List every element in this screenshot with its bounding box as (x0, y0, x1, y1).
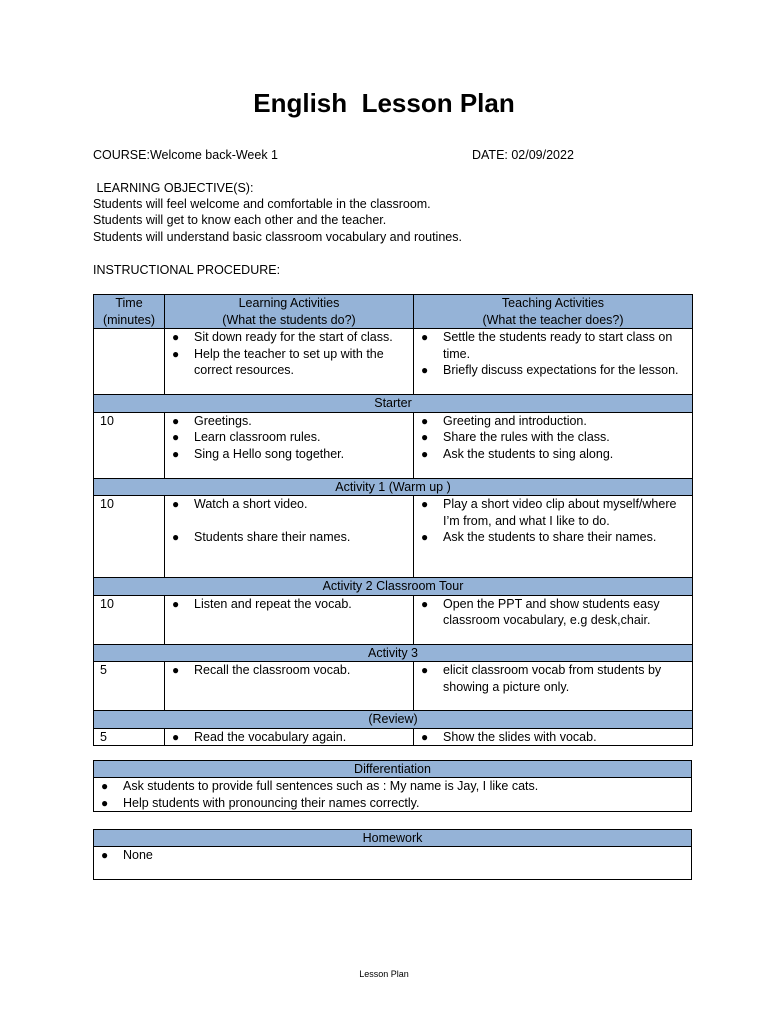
list-item: ● Help students with pronouncing their names correctly. (94, 795, 691, 812)
learning-cell (165, 662, 414, 711)
objective-line: Students will feel welcome and comfortable in the classroom. (93, 197, 431, 211)
time-cell: 5 (94, 662, 165, 711)
learning-header: Learning Activities (What the students do?) (165, 295, 414, 329)
teaching-cell (414, 496, 693, 578)
time-cell: 10 (94, 496, 165, 578)
section-title: Activity 3 (94, 644, 693, 662)
table-row (94, 595, 693, 644)
list-item: ● Open the PPT and show students easy classroom vocabulary, e.g desk,chair. (414, 596, 692, 629)
teaching-cell (414, 662, 693, 711)
learning-cell (165, 728, 414, 746)
homework-box (93, 829, 692, 880)
table-row (94, 728, 693, 746)
list-item: ● Help the teacher to set up with the correct resources. (165, 346, 413, 379)
list-item: ● elicit classroom vocab from students by showing a picture only. (414, 662, 692, 695)
section-header-row (94, 711, 693, 729)
objective-line: Students will understand basic classroom vocabulary and routines. (93, 230, 462, 244)
time-cell: 5 (94, 728, 165, 746)
list-item: ● Ask the students to sing along. (414, 446, 692, 463)
section-header-row (94, 478, 693, 496)
objectives-heading: LEARNING OBJECTIVE(S): (93, 181, 254, 195)
list-item: ● Listen and repeat the vocab. (165, 596, 413, 613)
list-item: ● Sit down ready for the start of class. (165, 329, 413, 346)
teaching-cell (414, 412, 693, 478)
list-item: ● Greeting and introduction. (414, 413, 692, 430)
homework-heading: Homework (94, 830, 691, 847)
time-cell (94, 329, 165, 395)
table-row (94, 662, 693, 711)
learning-cell (165, 329, 414, 395)
list-item: ● Play a short video clip about myself/where I’m from, and what I like to do. (414, 496, 692, 529)
date-label: DATE: 02/09/2022 (472, 148, 574, 162)
section-title: Starter (94, 395, 693, 413)
teaching-header: Teaching Activities (What the teacher does?) (414, 295, 693, 329)
section-title: Activity 2 Classroom Tour (94, 578, 693, 596)
list-item: ● Learn classroom rules. (165, 429, 413, 446)
list-item: ● None (94, 847, 691, 864)
section-header-row (94, 395, 693, 413)
course-label: COURSE:Welcome back-Week 1 (93, 148, 279, 162)
list-item: ● Students share their names. (165, 529, 413, 546)
learning-cell (165, 412, 414, 478)
list-item: ● Sing a Hello song together. (165, 446, 413, 463)
teaching-cell (414, 728, 693, 746)
teaching-cell (414, 595, 693, 644)
list-item: ● Read the vocabulary again. (165, 729, 413, 746)
table-row (94, 496, 693, 578)
table-header-row (94, 295, 693, 329)
list-item: ● Recall the classroom vocab. (165, 662, 413, 679)
list-item: ● Ask the students to share their names. (414, 529, 692, 546)
list-item: ● Share the rules with the class. (414, 429, 692, 446)
list-item: ● Settle the students ready to start class on time. (414, 329, 692, 362)
list-item: ● Show the slides with vocab. (414, 729, 692, 746)
time-header: Time (minutes) (94, 295, 165, 329)
table-row (94, 329, 693, 395)
differentiation-heading: Differentiation (94, 761, 691, 778)
section-header-row (94, 644, 693, 662)
list-item: ● Ask students to provide full sentences such as : My name is Jay, I like cats. (94, 778, 691, 795)
page-footer: Lesson Plan (359, 969, 409, 979)
time-cell: 10 (94, 412, 165, 478)
table-row (94, 412, 693, 478)
list-item: ● Watch a short video. (165, 496, 413, 513)
section-title: Activity 1 (Warm up ) (94, 478, 693, 496)
section-header-row (94, 578, 693, 596)
time-cell: 10 (94, 595, 165, 644)
procedure-table (93, 294, 693, 746)
section-title: (Review) (94, 711, 693, 729)
procedure-heading: INSTRUCTIONAL PROCEDURE: (93, 263, 281, 277)
objective-line: Students will get to know each other and the teacher. (93, 213, 387, 227)
list-item: ● Greetings. (165, 413, 413, 430)
list-item: ● Briefly discuss expectations for the lesson. (414, 362, 692, 379)
learning-cell (165, 595, 414, 644)
learning-cell (165, 496, 414, 578)
page-title: English Lesson Plan (253, 88, 515, 118)
differentiation-box (93, 760, 692, 812)
teaching-cell (414, 329, 693, 395)
